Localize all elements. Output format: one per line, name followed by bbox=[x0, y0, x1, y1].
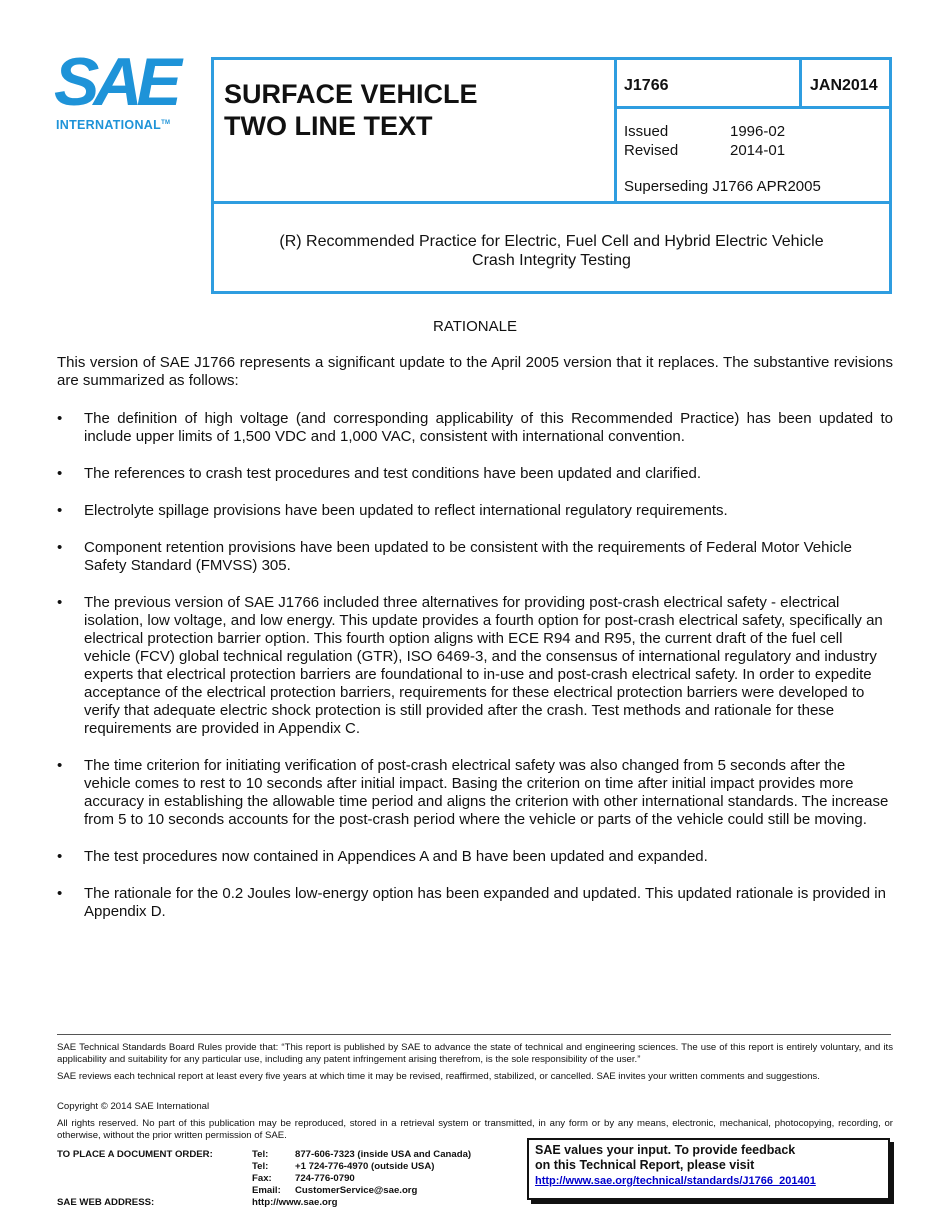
web-address-label: SAE WEB ADDRESS: bbox=[57, 1197, 155, 1208]
title-line-1: SURFACE VEHICLE bbox=[224, 79, 478, 109]
issue-dates bbox=[624, 122, 785, 160]
list-item: • The previous version of SAE J1766 included three alternatives for providing post-crash electrical safety - electrical isolation, low voltage, and low energy. This update provides a fourth option for post-crash electrical safety, specifically an electrical protection barrier option. This fourth option aligns with ECE R94 and R95, the current draft of the fuel cell vehicle (FCV) global technical regulation (GTR), ISO 6469-3, and the consensus of international regulatory and industry experts that electrical protection barriers are foundational to in-use and post-crash electrical safety. In order to expedite acceptance of the electrical protection barriers, requirements for these electrical protection barriers were developed to verify that adequate electric shock protection is still provided after the crash. Test methods and rationale for these requirements are provided in Appendix C. bbox=[57, 594, 893, 738]
email-link[interactable]: CustomerService@sae.org bbox=[295, 1185, 418, 1196]
logo-international-text: INTERNATIONAL bbox=[56, 118, 162, 132]
footer-review-text: SAE reviews each technical report at least every five years at which time it may be revised, reaffirmed, stabilized, or cancelled. SAE invites your written comments and suggestions. bbox=[57, 1071, 820, 1082]
feedback-line-1: SAE values your input. To provide feedback bbox=[535, 1143, 796, 1157]
revised-value: 2014-01 bbox=[730, 142, 786, 159]
email-label: Email: bbox=[252, 1185, 281, 1196]
title-line-2: TWO LINE TEXT bbox=[224, 111, 433, 141]
feedback-link[interactable]: http://www.sae.org/technical/standards/J1766_201401 bbox=[535, 1175, 816, 1187]
header-divider bbox=[614, 106, 892, 109]
order-label: TO PLACE A DOCUMENT ORDER: bbox=[57, 1149, 213, 1160]
list-item: • Component retention provisions have been updated to be consistent with the requirements of Federal Motor Vehicle Safety Standard (FMVSS) 305. bbox=[57, 539, 893, 575]
document-category-title bbox=[224, 78, 478, 142]
header-divider bbox=[614, 57, 617, 204]
sae-logo: SAE bbox=[54, 44, 176, 120]
document-number: J1766 bbox=[624, 77, 669, 94]
sae-logo-subtext bbox=[56, 118, 170, 132]
list-item: • The rationale for the 0.2 Joules low-energy option has been expanded and updated. This updated rationale is provided in Appendix D. bbox=[57, 885, 893, 921]
intro-paragraph: This version of SAE J1766 represents a significant update to the April 2005 version that it replaces. The substantive revisions are summarized as follows: bbox=[57, 354, 893, 389]
revised-label: Revised bbox=[624, 142, 679, 159]
footer-rights-text: All rights reserved. No part of this publication may be reproduced, stored in a retrieval system or transmitted, in any form or by any means, electronic, mechanical, photocopying, recording, or otherwise, without the prior written permission of SAE. bbox=[57, 1118, 893, 1141]
list-item: • The definition of high voltage (and corresponding applicability of this Recommended Practice) has been updated to include upper limits of 1,500 VDC and 1,000 VAC, consistent with international convention. bbox=[57, 410, 893, 446]
order-contact-info bbox=[252, 1149, 471, 1197]
document-subtitle bbox=[214, 232, 889, 270]
list-item: • The references to crash test procedures and test conditions have been updated and clarified. bbox=[57, 465, 893, 483]
web-address-link[interactable]: http://www.sae.org bbox=[252, 1197, 338, 1208]
tel-label: Tel: bbox=[252, 1149, 269, 1160]
subtitle-line-1: (R) Recommended Practice for Electric, Fuel Cell and Hybrid Electric Vehicle bbox=[279, 233, 824, 250]
fax-value: 724-776-0790 bbox=[295, 1173, 355, 1184]
tel-label: Tel: bbox=[252, 1161, 269, 1172]
fax-label: Fax: bbox=[252, 1173, 272, 1184]
document-date: JAN2014 bbox=[810, 77, 878, 94]
feedback-text bbox=[535, 1143, 795, 1173]
header-divider bbox=[211, 201, 892, 204]
header-divider bbox=[799, 57, 802, 109]
logo-tm: TM bbox=[161, 119, 171, 126]
rationale-heading: RATIONALE bbox=[433, 318, 517, 335]
list-item: • Electrolyte spillage provisions have been updated to reflect international regulatory requirements. bbox=[57, 502, 893, 520]
issued-value: 1996-02 bbox=[730, 123, 786, 140]
issued-label: Issued bbox=[624, 123, 669, 140]
tel-value: +1 724-776-4970 (outside USA) bbox=[295, 1161, 435, 1172]
footer-rules-text: SAE Technical Standards Board Rules provide that: “This report is published by SAE to advance the state of technical and engineering sciences. The use of this report is entirely voluntary, and its applicability and suitability for any particular use, including any patent infringement arising therefrom, is the sole responsibility of the user.” bbox=[57, 1042, 893, 1065]
list-item: • The test procedures now contained in Appendices A and B have been updated and expanded. bbox=[57, 848, 893, 866]
footer-copyright: Copyright © 2014 SAE International bbox=[57, 1101, 210, 1112]
subtitle-line-2: Crash Integrity Testing bbox=[472, 252, 631, 269]
revision-list bbox=[57, 410, 893, 940]
superseding-note: Superseding J1766 APR2005 bbox=[624, 178, 821, 195]
list-item: • The time criterion for initiating verification of post-crash electrical safety was also changed from 5 seconds after the vehicle comes to rest to 10 seconds after initial impact. Basing the criterion on time after initial impact provides more accuracy in establishing the allowable time period and aligns the criterion with other international standards. The increase from 5 to 10 seconds accounts for the post-crash period where the vehicle or parts of the vehicle could still be moving. bbox=[57, 757, 893, 829]
feedback-line-2: on this Technical Report, please visit bbox=[535, 1158, 755, 1172]
tel-value: 877-606-7323 (inside USA and Canada) bbox=[295, 1149, 472, 1160]
footer-divider bbox=[57, 1034, 891, 1035]
